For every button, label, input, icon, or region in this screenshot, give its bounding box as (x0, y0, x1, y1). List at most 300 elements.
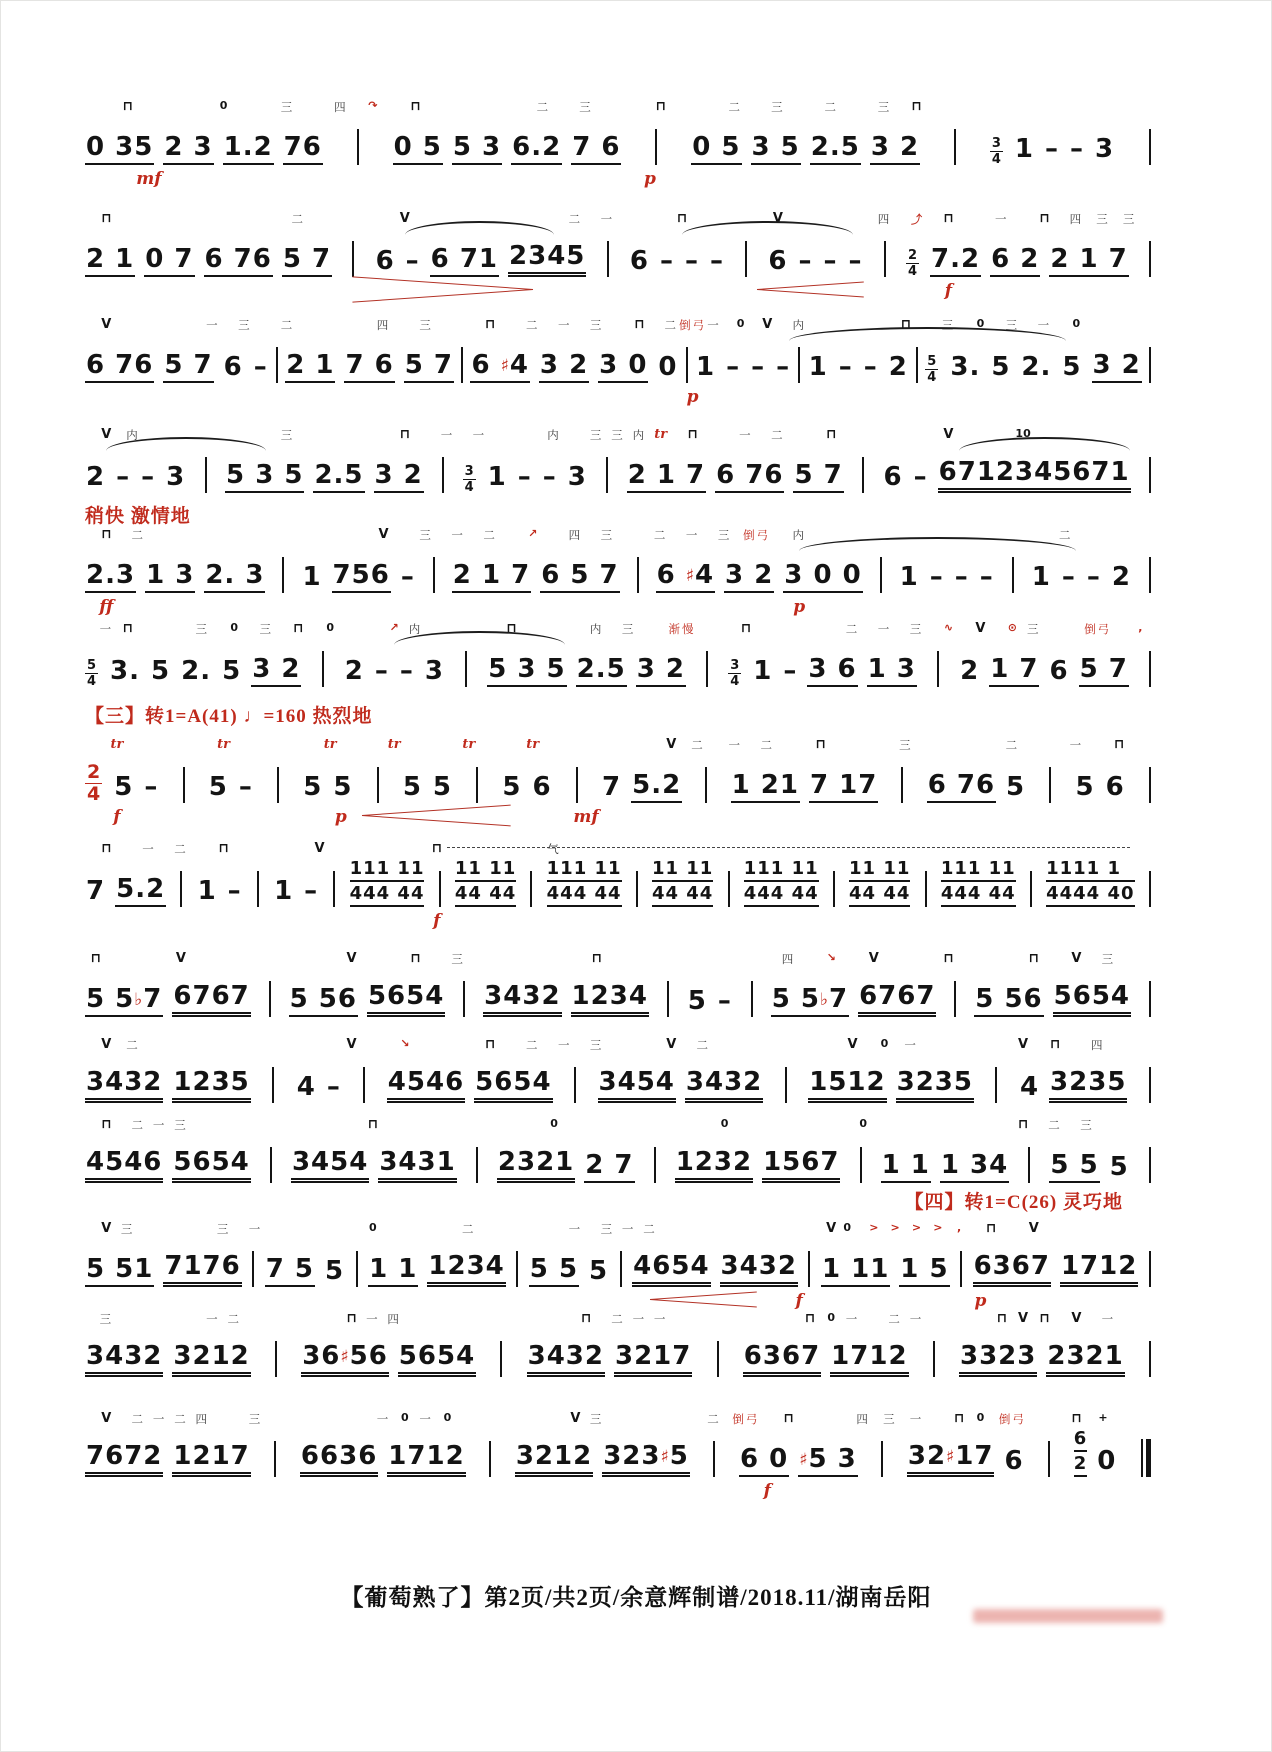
note-group: 5 (432, 772, 453, 802)
note-group: – (684, 246, 699, 276)
measure (302, 774, 353, 803)
barline (476, 1147, 478, 1183)
note-group: 7 17 (809, 772, 878, 803)
note-group: – (399, 656, 414, 686)
barline (574, 1067, 576, 1103)
aux-mark: 0 (230, 621, 239, 634)
note-group: 5 (1075, 772, 1095, 802)
slur-arc (682, 221, 853, 235)
fingering-mark: 二 (760, 738, 774, 752)
note-group: 3217 (614, 1343, 692, 1377)
note-group: – (659, 246, 674, 276)
note-group: – (848, 246, 863, 276)
barline (1149, 347, 1151, 383)
trill-mark: tr (217, 737, 231, 752)
aux-mark: 0 (443, 1411, 452, 1424)
fingering-mark: 二 (174, 842, 188, 856)
barline (530, 871, 532, 907)
note-group: 4 (296, 1072, 316, 1102)
measure (743, 1343, 909, 1377)
aux-mark: > (869, 1221, 879, 1234)
note-group: 2.5 (313, 462, 364, 493)
fingering-mark: 三 (621, 622, 636, 636)
down-bow-icon: ⊓ (687, 427, 698, 442)
note-group: 2 1 7 (452, 562, 531, 593)
fingering-mark: 三 (717, 528, 732, 542)
note-group: 5 (502, 772, 522, 802)
fingering-mark: 二 (728, 100, 742, 114)
fingering-mark: 二 (131, 1118, 146, 1132)
note-group: – (1061, 562, 1076, 592)
dynamic-p: p (974, 1291, 987, 1311)
double-stop-group: 1111 1 4444 40 (1046, 860, 1134, 907)
barline (489, 1441, 491, 1477)
aux-mark: 0 (843, 1221, 852, 1234)
note-group: 1 (274, 876, 294, 906)
up-bow-icon: V (101, 1221, 112, 1236)
fingering-mark: 三 (1026, 622, 1041, 636)
trill-mark: tr (526, 737, 540, 752)
fingering-mark: 三 (611, 428, 625, 442)
note-group: 6 76 (715, 462, 784, 493)
note-group: 6 (532, 772, 552, 802)
barline (270, 1147, 272, 1183)
music-line-6 (85, 527, 1151, 617)
fingering-mark: 一 (707, 318, 721, 332)
aux-mark: ∿ (943, 621, 954, 634)
fingering-mark: 三 (589, 318, 604, 332)
note-group: – (979, 562, 994, 592)
note-group: 1 1 (368, 1256, 418, 1287)
note-group: 2 1 (85, 246, 135, 277)
aux-mark: 10 (1015, 427, 1031, 440)
aux-mark: ↗ (389, 621, 399, 634)
trill-mark: tr (462, 737, 476, 752)
up-bow-icon: V (378, 527, 389, 542)
note-group: 5 (1109, 1152, 1129, 1182)
dynamic-p: p (334, 807, 347, 827)
note-group: – (1086, 562, 1101, 592)
barline (706, 651, 708, 687)
note-group: 3432 (685, 1069, 763, 1103)
note-group: 5 56 (289, 986, 358, 1017)
barline (808, 1251, 810, 1287)
staff-row (85, 129, 1151, 165)
double-stop-group: 11 11 44 44 (652, 860, 713, 907)
dynamic-f: f (763, 1481, 771, 1501)
note-group: – (1045, 134, 1059, 164)
note-group: 2321 (1046, 1343, 1124, 1377)
fingering-mark: 三 (259, 622, 273, 636)
note-group: 3323 (959, 1343, 1037, 1377)
note-group: 5 (1006, 772, 1026, 802)
note-group: 1712 (387, 1443, 465, 1477)
measure (85, 1343, 251, 1377)
barline (1149, 981, 1151, 1017)
note-group: 5 (687, 986, 707, 1016)
note-group: 5 7 (1079, 656, 1129, 687)
note-group: 2 (960, 656, 980, 686)
aux-mark: , (957, 1221, 962, 1234)
fingering-mark: 三 (579, 100, 593, 114)
fingering-mark: 二 (1058, 528, 1073, 542)
fingering-mark: 内 (792, 528, 806, 542)
slur-arc (789, 327, 1066, 341)
music-line-3 (85, 317, 1151, 407)
fingering-mark: 一 (152, 1412, 167, 1426)
measure (85, 134, 323, 165)
down-bow-icon: ⊓ (101, 841, 112, 856)
measure (1031, 564, 1132, 593)
measure (85, 1069, 251, 1103)
fingering-mark: 三 (589, 1038, 604, 1052)
note-group: 3 2 (636, 656, 686, 687)
note-group: 3 2 (870, 134, 920, 165)
final-barline (1141, 1439, 1151, 1477)
barline (798, 347, 800, 383)
fingering-mark: 四 (387, 1312, 401, 1326)
measure (849, 860, 910, 907)
up-bow-icon: V (1071, 951, 1082, 966)
barline (1149, 767, 1151, 803)
note-group: 3432 (85, 1343, 163, 1377)
note-group: 5 7 (282, 246, 332, 277)
time-signature: $\frac{5}{4}$ (927, 354, 937, 385)
up-bow-icon: V (101, 317, 112, 332)
note-group: – (374, 656, 389, 686)
barline (1149, 1147, 1151, 1183)
barline (717, 1341, 719, 1377)
note-group: – (1070, 134, 1084, 164)
measure (907, 1443, 1025, 1477)
note-group: 6 (629, 246, 649, 276)
note-group: 5654 (172, 1149, 250, 1183)
note-group: 6 ♯4 (470, 352, 529, 383)
barline (728, 871, 730, 907)
fingering-mark: 四 (376, 318, 391, 332)
barline (277, 767, 279, 803)
staff-row (85, 1341, 1151, 1377)
page-footer: 【葡萄熟了】第2页/共2页/余意辉制谱/2018.11/湖南岳阳 (340, 1585, 932, 1610)
slur-arc (799, 537, 1076, 551)
barline (654, 1147, 656, 1183)
aux-mark: 0 (400, 1411, 409, 1424)
note-group: 6 76 (927, 772, 996, 803)
slur-arc (405, 221, 554, 235)
measure (455, 860, 516, 907)
note-group: 5 3 5 (487, 656, 566, 687)
measure (728, 656, 917, 687)
fingering-mark: 一 (621, 1222, 636, 1236)
barline (465, 651, 467, 687)
barline (880, 557, 882, 593)
measure (959, 1343, 1125, 1377)
measure (402, 774, 453, 803)
note-group: 6 2 (990, 246, 1040, 277)
fingering-mark: 一 (600, 212, 615, 226)
time-signature: $\frac{2}{4}$ (907, 248, 918, 279)
barline (252, 1251, 254, 1287)
fingering-mark: 一 (376, 1412, 391, 1426)
barline (705, 767, 707, 803)
fingering-mark: 一 (739, 428, 753, 442)
down-bow-icon: ⊓ (410, 99, 421, 114)
barline (884, 241, 886, 277)
measure (974, 983, 1131, 1017)
staff-row (85, 557, 1151, 593)
note-group: 323♯5 (602, 1443, 690, 1477)
measure (990, 136, 1115, 165)
barline (751, 981, 753, 1017)
dynamic-f: f (795, 1291, 803, 1311)
fingering-mark: 三 (99, 1312, 114, 1326)
barline (606, 457, 608, 493)
fingering-mark: 二 (462, 1222, 476, 1236)
note-group: 2.5 (810, 134, 861, 165)
marks-row (85, 951, 1151, 973)
note-group: 6 (883, 462, 903, 492)
note-group: 1235 (172, 1069, 250, 1103)
note-group: 1 3 (867, 656, 917, 687)
measure (85, 352, 269, 383)
marks-row (85, 211, 1151, 233)
up-bow-icon: V (101, 1411, 112, 1426)
measure (85, 246, 332, 277)
measure (1046, 860, 1134, 907)
note-group: 1234 (571, 983, 649, 1017)
barline (183, 767, 185, 803)
barline (636, 871, 638, 907)
down-bow-icon: ⊓ (655, 99, 666, 114)
up-bow-icon: V (1018, 1311, 1029, 1326)
double-stop-group: 111 11 444 44 (547, 860, 622, 907)
staff-row (85, 1251, 1151, 1287)
marks-row (85, 621, 1151, 643)
fingering-mark: 四 (195, 1412, 209, 1426)
note-group: 0 5 (393, 134, 443, 165)
fingering-mark: 一 (206, 1312, 220, 1326)
note-group: – (783, 656, 798, 686)
barline (274, 1441, 276, 1477)
barline (1028, 1147, 1030, 1183)
measure (273, 878, 319, 907)
fingering-mark: 内 (126, 428, 140, 442)
down-bow-icon: ⊓ (218, 841, 229, 856)
aux-mark: 0 (827, 1311, 836, 1324)
down-bow-icon: ⊓ (1113, 737, 1125, 752)
aux-mark: ↷ (368, 99, 378, 112)
measure (629, 248, 725, 277)
note-group: – (517, 462, 532, 492)
staff-row (85, 457, 1151, 493)
dynamic-f: f (944, 281, 953, 301)
fingering-mark: 气 (547, 842, 561, 856)
measure (265, 1256, 345, 1287)
barline (833, 871, 835, 907)
barline (745, 241, 747, 277)
note-group: 7 (602, 772, 622, 802)
note-group: 6767 (172, 983, 250, 1017)
note-group: 5 7 (163, 352, 213, 383)
measure (627, 462, 844, 493)
aux-mark: > (911, 1221, 922, 1234)
fingering-mark: 一 (99, 622, 114, 636)
measure (652, 860, 713, 907)
fingering-mark: 三 (1096, 212, 1110, 226)
aux-mark: 0 (976, 1411, 985, 1424)
up-bow-icon: V (346, 951, 357, 966)
note-group: 3432 (527, 1343, 605, 1377)
barline (1149, 241, 1151, 277)
fingering-mark: 二 (483, 528, 497, 542)
note-group: 2.5 (576, 656, 627, 687)
note-group: 1712 (1060, 1253, 1138, 1287)
barline (607, 241, 609, 277)
fingering-mark: 三 (1005, 318, 1020, 332)
note-group: 3 2 (724, 562, 774, 593)
crescendo-hairpin (757, 283, 864, 295)
note-group: 7 (86, 876, 106, 906)
measure (344, 658, 445, 687)
fingering-mark: 二 (696, 1038, 711, 1052)
double-stop-group: 111 11 444 44 (744, 860, 819, 907)
note-group: 3 2 (1092, 352, 1142, 383)
fingering-mark: 三 (771, 100, 785, 114)
note-group: 76 (283, 134, 323, 165)
fingering-mark: 内 (589, 622, 604, 636)
barline (933, 1341, 935, 1377)
down-bow-icon: ⊓ (1039, 1311, 1050, 1326)
fingering-mark: 内 (547, 428, 561, 442)
note-group: 5 (208, 772, 228, 802)
measure (85, 656, 301, 687)
marks-row (85, 1221, 1151, 1243)
dynamic-p: p (644, 169, 656, 189)
note-group: 1 3 (145, 562, 195, 593)
time-signature: $\frac{3}{4}$ (730, 658, 740, 689)
dynamic-p: p (793, 597, 806, 617)
trill-mark: tr (387, 737, 401, 752)
fingering-mark: 一 (206, 318, 220, 332)
fingering-mark: 一 (904, 1038, 918, 1052)
measure (675, 1149, 841, 1183)
aux-mark: ⤴ (910, 213, 922, 226)
fingering-mark: 三 (600, 528, 615, 542)
measure (375, 243, 587, 277)
up-bow-icon: V (1071, 1311, 1082, 1326)
decrescendo-hairpin (352, 283, 533, 295)
barline (686, 347, 688, 383)
fingering-mark: 三 (1101, 952, 1116, 966)
aux-mark: 0 (368, 1221, 377, 1234)
note-group: 6767 (858, 983, 936, 1017)
measure (300, 1443, 466, 1477)
up-bow-icon: V (101, 427, 112, 442)
trill-mark: tr (110, 737, 124, 752)
barline (1149, 1251, 1151, 1287)
note-group: 4546 (85, 1149, 163, 1183)
barline (1149, 651, 1151, 687)
note-group: 5 (402, 772, 422, 802)
up-bow-icon: V (666, 737, 677, 752)
measure (85, 983, 251, 1017)
note-group: 3 0 (598, 352, 648, 383)
fingering-mark: 一 (142, 842, 156, 856)
down-bow-icon: ⊓ (1017, 1117, 1029, 1132)
dynamic-p: p (686, 387, 699, 407)
reverse-bow-mark: 倒弓 (743, 528, 771, 542)
up-bow-icon: V (570, 1411, 581, 1426)
staff-row (85, 1430, 1151, 1477)
note-group: 4546 (387, 1069, 465, 1103)
note-group: 5 (1062, 352, 1082, 382)
barline (500, 1341, 502, 1377)
staff-row (85, 347, 1151, 383)
barline (862, 457, 864, 493)
barline (333, 871, 335, 907)
fingering-mark: 一 (419, 1412, 433, 1426)
note-group: 5 (303, 772, 323, 802)
fingering-mark: 三 (600, 1222, 615, 1236)
note-group: 1567 (762, 1149, 840, 1183)
note-group: 3. (950, 352, 981, 382)
note-group: 6 71 (430, 246, 499, 277)
note-group: – (238, 772, 253, 802)
reverse-bow-mark: 倒弓 (732, 1412, 760, 1426)
trill-mark: tr (323, 737, 337, 752)
note-group: 6367 (973, 1253, 1051, 1287)
note-group: – (798, 246, 813, 276)
barline (1149, 1341, 1151, 1377)
note-group: 5 (114, 772, 134, 802)
measure (350, 860, 425, 907)
note-group: – (144, 772, 159, 802)
measure (1075, 774, 1126, 803)
down-bow-icon: ⊓ (346, 1311, 357, 1326)
measure (808, 354, 909, 383)
note-group: 6 76 (85, 352, 154, 383)
note-group: 2 1 7 (1049, 246, 1128, 277)
note-group: 5 3 5 (225, 462, 304, 493)
note-group: 1 11 (821, 1256, 890, 1287)
up-bow-icon: V (868, 951, 879, 966)
measure (632, 1253, 798, 1287)
aux-mark: 0 (550, 1117, 558, 1130)
double-stop-group: 11 11 44 44 (849, 860, 910, 907)
note-group: 2 (86, 462, 106, 492)
fingering-mark: 二 (664, 318, 679, 332)
aux-mark: 0 (720, 1117, 729, 1130)
music-line-1 (85, 99, 1151, 189)
measure (1019, 1069, 1127, 1103)
note-group: 0 (658, 352, 678, 382)
note-group: 1 (1031, 562, 1051, 592)
note-group: 2.3 (85, 562, 136, 593)
aux-mark: > (890, 1221, 900, 1234)
note-group: 5 (333, 772, 353, 802)
fingering-mark: 三 (248, 1412, 263, 1426)
note-group: 2321 (497, 1149, 575, 1183)
marks-row (85, 99, 1151, 121)
barline (1012, 557, 1014, 593)
fingering-mark: 一 (248, 1222, 263, 1236)
down-bow-icon: ⊓ (90, 951, 101, 966)
music-line-12 (85, 1039, 1151, 1103)
barline (881, 1441, 883, 1477)
barline (352, 241, 354, 277)
note-group: 3212 (172, 1343, 250, 1377)
barline (1149, 129, 1151, 165)
